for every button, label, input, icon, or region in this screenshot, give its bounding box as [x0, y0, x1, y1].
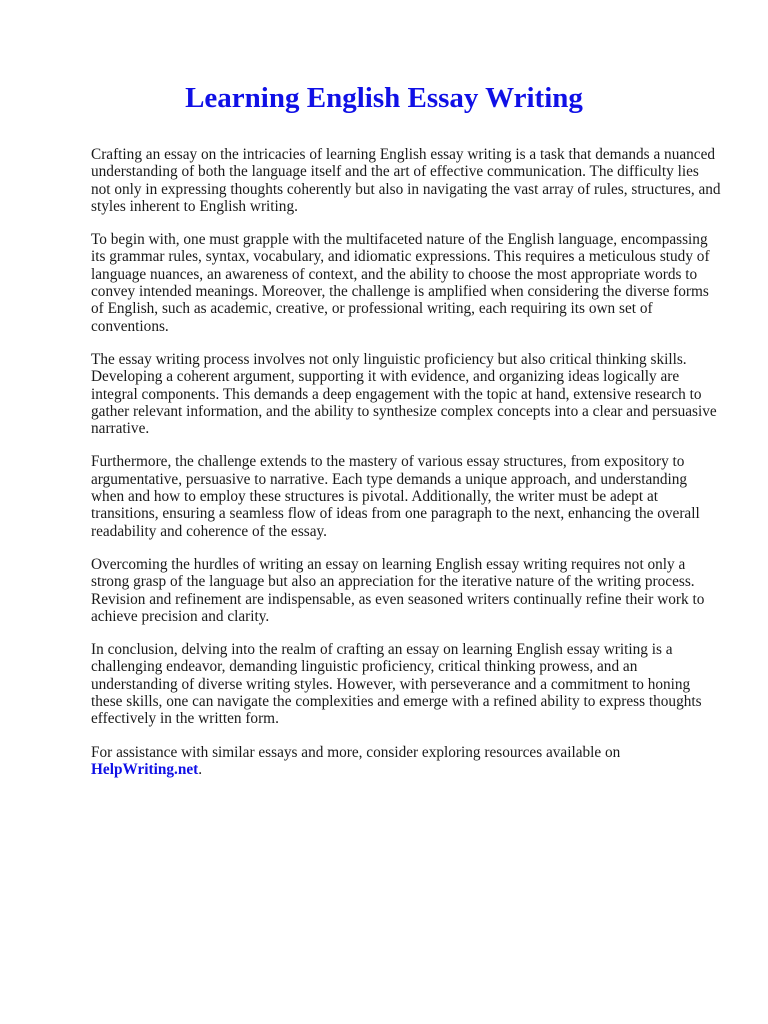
paragraph-6: In conclusion, delving into the realm of crafting an essay on learning English essay writing is a challenging endeavor, demanding linguistic proficiency, critical thinking prowess, and an understanding of diverse writing styles. However, with perseverance and a commitment to honing these skills, one can navigate the complexities and emerge with a refined ability to express thoughts effectively in the written form. [91, 641, 702, 728]
document-body [91, 146, 721, 778]
paragraph-3: The essay writing process involves not only linguistic proficiency but also critical thinking skills. Developing a coherent argument, supporting it with evidence, and organizing ideas logically are integral components. This demands a deep engagement with the topic at hand, extensive research to gather relevant information, and the ability to synthesize complex concepts into a clear and persuasive narrative. [91, 350, 717, 438]
paragraph-5: Overcoming the hurdles of writing an essay on learning English essay writing requires not only a strong grasp of the language but also an appreciation for the iterative nature of the writing process. Revision and refinement are indispensable, as even seasoned writers continually refine their work to achieve precision and clarity. [91, 555, 705, 625]
paragraph-2: To begin with, one must grapple with the multifaceted nature of the English language, encompassing its grammar rules, syntax, vocabulary, and idiomatic expressions. This requires a meticulous study of language nuances, an awareness of context, and the ability to choose the most appropriate words to convey intended meanings. Moreover, the challenge is amplified when considering the diverse forms of English, such as academic, creative, or professional writing, each requiring its own set of conventions. [91, 231, 710, 335]
closing-paragraph [91, 744, 721, 779]
helpwriting-link[interactable]: HelpWriting.net [91, 760, 199, 778]
closing-text: For assistance with similar essays and more, consider exploring resources available on [91, 743, 621, 761]
page-title: Learning English Essay Writing [185, 82, 583, 114]
paragraph-4: Furthermore, the challenge extends to the mastery of various essay structures, from expository to argumentative, persuasive to narrative. Each type demands a unique approach, and understanding when and how to employ these structures is pivotal. Additionally, the writer must be adept at transitions, ensuring a seamless flow of ideas from one paragraph to the next, enhancing the overall readability and coherence of the essay. [91, 453, 700, 540]
paragraph-1: Crafting an essay on the intricacies of learning English essay writing is a task that demands a nuanced understanding of both the language itself and the art of effective communication. The difficulty lies not only in expressing thoughts coherently but also in navigating the vast array of rules, structures, and styles inherent to English writing. [91, 146, 721, 215]
closing-suffix: . [198, 760, 203, 778]
